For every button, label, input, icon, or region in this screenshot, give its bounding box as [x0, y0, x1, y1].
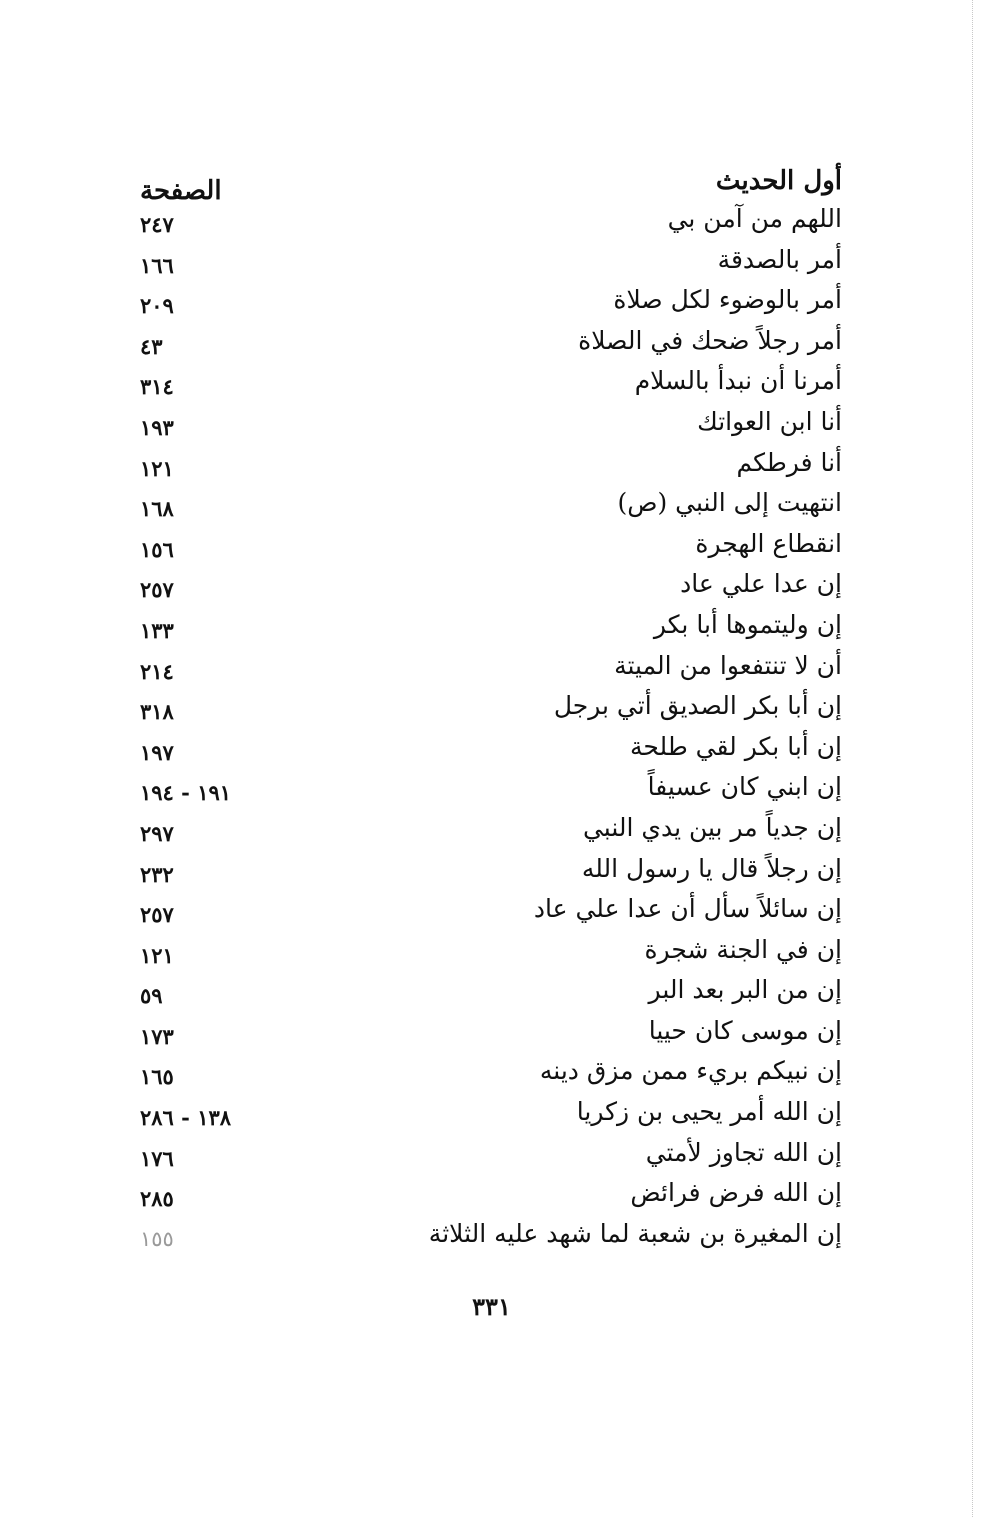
index-entry — [130, 649, 842, 690]
entry-page: ٢١٤ — [140, 658, 174, 684]
entry-text: إن سائلاً سأل أن عدا علي عاد — [533, 894, 842, 924]
entry-page: ١٦٨ — [140, 496, 174, 522]
index-entry — [130, 567, 842, 608]
entry-text: إن وليتموها أبا بكر — [653, 609, 842, 639]
entry-page: ١٦٥ — [140, 1064, 174, 1090]
scan-edge — [971, 0, 973, 1517]
entry-page: ٤٣ — [140, 333, 163, 359]
index-entry — [130, 689, 842, 730]
index-entry — [130, 486, 842, 527]
entry-page: ٢٨٥ — [140, 1186, 174, 1212]
entry-page: ١٩٧ — [140, 739, 174, 765]
index-entry — [130, 202, 842, 243]
index-entry — [130, 1095, 842, 1136]
entry-text: أمر بالوضوء لكل صلاة — [613, 285, 842, 315]
entry-text: إن في الجنة شجرة — [644, 934, 842, 964]
index-entry — [130, 730, 842, 771]
entry-text: إن الله تجاوز لأمتي — [645, 1137, 842, 1167]
entry-text: أمرنا أن نبدأ بالسلام — [634, 366, 842, 396]
index-entry — [130, 446, 842, 487]
index-entry — [130, 892, 842, 933]
entry-text: إن عدا علي عاد — [680, 569, 842, 599]
entry-text: اللهم من آمن بي — [667, 204, 842, 233]
index-entry — [130, 973, 842, 1014]
index-entry — [130, 1054, 842, 1095]
index-entry — [130, 608, 842, 649]
entry-page: ٢٥٧ — [140, 577, 174, 603]
entry-page: ٢٩٧ — [140, 820, 174, 846]
entry-text: إن أبا بكر الصديق أتي برجل — [553, 691, 842, 721]
index-entry — [130, 933, 842, 974]
index-entry — [130, 405, 842, 446]
hadith-index-list — [130, 202, 842, 1257]
entry-page: ٢٥٧ — [140, 902, 174, 928]
entry-page: ١٧٣ — [140, 1023, 174, 1049]
entry-text: إن موسى كان حييا — [648, 1015, 842, 1045]
entry-text: إن الله فرض فرائض — [630, 1178, 842, 1208]
index-entry — [130, 770, 842, 811]
entry-text: إن من البر بعد البر — [648, 975, 842, 1005]
entry-page: ١٩٣ — [140, 414, 174, 440]
entry-text: إن الله أمر يحيى بن زكريا — [576, 1097, 842, 1127]
header-page-label: الصفحة — [140, 176, 222, 206]
index-entry — [130, 1176, 842, 1217]
entry-text: أنا ابن العواتك — [697, 406, 842, 436]
entry-text: أن لا تنتفعوا من الميتة — [614, 650, 842, 680]
index-entry — [130, 852, 842, 893]
header-first-of-hadith: أول الحديث — [715, 166, 842, 196]
index-entry — [130, 243, 842, 284]
index-entry — [130, 324, 842, 365]
index-entry — [130, 811, 842, 852]
entry-page: ١٣٣ — [140, 617, 174, 643]
entry-text: أنا فرطكم — [736, 447, 842, 477]
entry-text: انتهيت إلى النبي (ص) — [617, 488, 842, 518]
index-entry — [130, 364, 842, 405]
entry-page: ٥٩ — [140, 983, 163, 1009]
entry-page: ١٧٦ — [140, 1145, 174, 1171]
entry-page: ٢٣٢ — [140, 861, 174, 887]
entry-text: أمر رجلاً ضحك في الصلاة — [578, 325, 842, 355]
entry-page: ٢٠٩ — [140, 293, 174, 319]
entry-page: ١٢١ — [140, 455, 174, 481]
entry-page: ٣١٤ — [140, 374, 174, 400]
entry-text: إن المغيرة بن شعبة لما شهد عليه الثلاثة — [428, 1218, 842, 1248]
entry-page: ٣١٨ — [140, 699, 174, 725]
entry-text: إن رجلاً قال يا رسول الله — [581, 853, 842, 883]
index-entry — [130, 283, 842, 324]
entry-page: ١٩١ - ١٩٤ — [140, 780, 232, 806]
entry-text: إن ابني كان عسيفاً — [647, 772, 842, 802]
entry-text: إن نبيكم بريء ممن مزق دينه — [539, 1056, 842, 1086]
entry-page: ١٢١ — [140, 942, 174, 968]
index-entry — [130, 527, 842, 568]
index-entry — [130, 1136, 842, 1177]
index-entry — [130, 1014, 842, 1055]
index-entry — [130, 1217, 842, 1258]
entry-page: ١٥٥ — [140, 1226, 174, 1251]
entry-page: ١٦٦ — [140, 252, 174, 278]
entry-text: أمر بالصدقة — [717, 244, 842, 274]
entry-text: انقطاع الهجرة — [695, 528, 842, 558]
entry-text: إن أبا بكر لقي طلحة — [630, 731, 842, 761]
entry-page: ١٣٨ - ٢٨٦ — [140, 1105, 232, 1131]
page-number: ٣٣١ — [472, 1292, 511, 1321]
entry-text: إن جدياً مر بين يدي النبي — [582, 812, 842, 842]
entry-page: ١٥٦ — [140, 536, 174, 562]
entry-page: ٢٤٧ — [140, 212, 174, 237]
index-header — [130, 162, 842, 206]
